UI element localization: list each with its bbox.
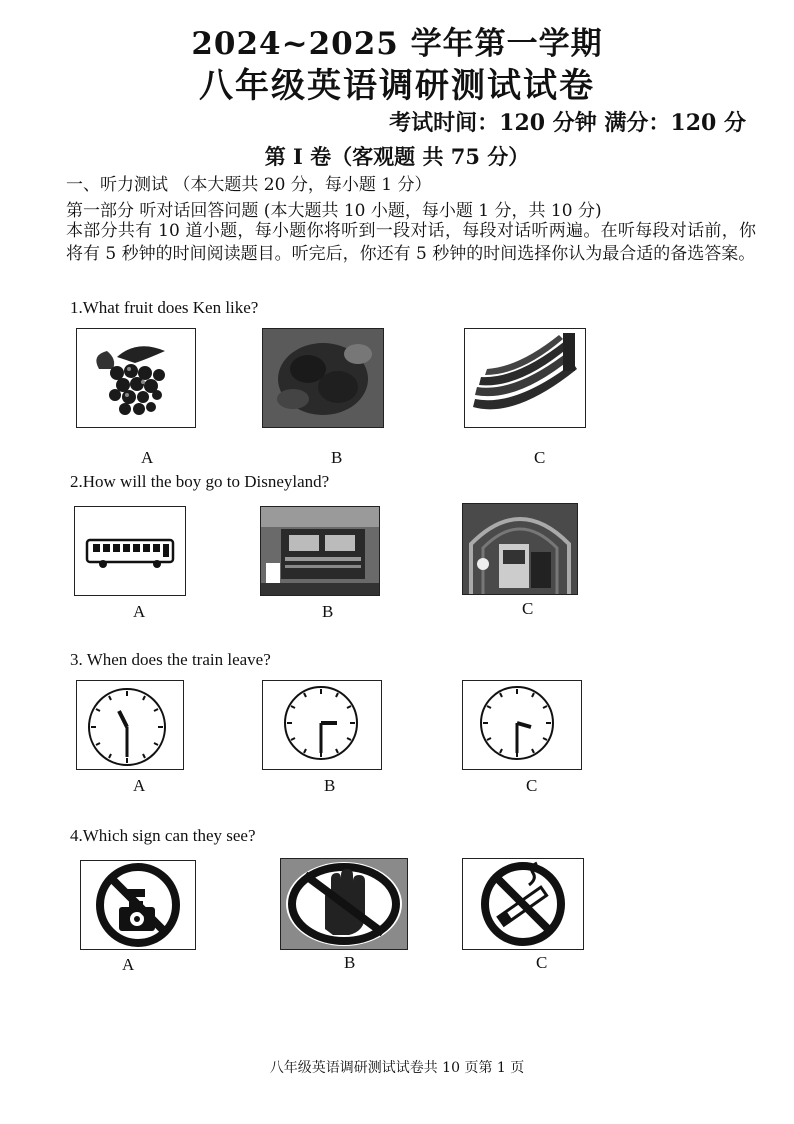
option-3c-image[interactable] xyxy=(462,680,582,770)
part-heading: 第一部分 听对话回答问题 (本大题共 10 小题，每小题 1 分，共 10 分) xyxy=(66,201,602,221)
option-1a-label: A xyxy=(141,448,154,467)
bananas-icon xyxy=(465,329,585,427)
no-smoking-sign-icon xyxy=(463,859,583,949)
clock-icon xyxy=(263,681,381,769)
clock-icon xyxy=(463,681,581,769)
option-1b-label: B xyxy=(331,448,343,467)
option-4b-label: B xyxy=(344,953,356,972)
option-2c-label: C xyxy=(522,599,534,618)
clock-icon xyxy=(77,681,183,769)
train-icon xyxy=(261,507,379,595)
bus-icon xyxy=(75,507,185,595)
question-2-text: 2.How will the boy go to Disneyland? xyxy=(70,472,330,491)
exam-title: 八年级英语调研测试试卷 xyxy=(199,66,595,106)
blurred-fruit-icon xyxy=(263,329,383,427)
volume-heading: 第 Ⅰ 卷（客观题 共 75 分） xyxy=(264,144,530,169)
option-3b-image[interactable] xyxy=(262,680,382,770)
option-4a-image[interactable] xyxy=(80,860,196,950)
option-4a-label: A xyxy=(122,955,135,974)
exam-year-title: 2024~2025 学年第一学期 xyxy=(191,26,603,62)
grapes-icon xyxy=(77,329,195,427)
exam-time-score: 考试时间：120 分钟 满分：120 分 xyxy=(389,110,746,136)
option-1c-label: C xyxy=(534,448,546,467)
option-1b-image[interactable] xyxy=(262,328,384,428)
question-4-text: 4.Which sign can they see? xyxy=(70,826,256,845)
option-4c-image[interactable] xyxy=(462,858,584,950)
option-2b-image[interactable] xyxy=(260,506,380,596)
option-3a-image[interactable] xyxy=(76,680,184,770)
no-touching-sign-icon xyxy=(281,859,407,949)
page-footer: 八年级英语调研测试试卷共 10 页第 1 页 xyxy=(269,1060,525,1076)
question-1-text: 1.What fruit does Ken like? xyxy=(70,298,259,317)
option-3b-label: B xyxy=(324,776,336,795)
option-2a-image[interactable] xyxy=(74,506,186,596)
instructions: 本部分共有 10 道小题，每小题你将听到一段对话，每段对话听两遍。在听每段对话前，你将有 5 秒钟的时间阅读题目。听完后，你还有 5 秒钟的时间选择你认为最合适的备选答案。 xyxy=(66,221,756,264)
subway-icon xyxy=(463,504,577,594)
option-4b-image[interactable] xyxy=(280,858,408,950)
option-2b-label: B xyxy=(322,602,334,621)
option-1c-image[interactable] xyxy=(464,328,586,428)
section-heading: 一、听力测试 （本大题共 20 分，每小题 1 分） xyxy=(66,175,432,195)
option-3c-label: C xyxy=(526,776,538,795)
question-3-text: 3. When does the train leave? xyxy=(70,650,271,669)
no-photos-sign-icon xyxy=(81,861,195,949)
option-2a-label: A xyxy=(133,602,146,621)
option-1a-image[interactable] xyxy=(76,328,196,428)
option-2c-image[interactable] xyxy=(462,503,578,595)
option-4c-label: C xyxy=(536,953,548,972)
option-3a-label: A xyxy=(133,776,146,795)
